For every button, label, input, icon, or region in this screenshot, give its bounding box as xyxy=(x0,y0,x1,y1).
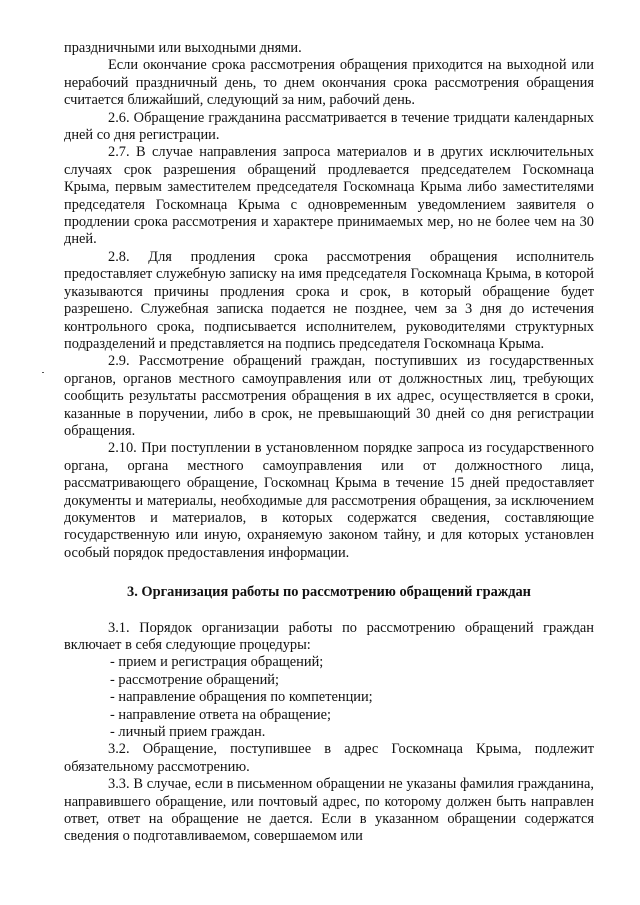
paragraph-2-9: 2.9. Рассмотрение обращений граждан, поступивших из государственных органов, органов местного самоуправления или от должностных лиц, требующих сообщить результаты рассмотрения обращения в их адрес, осуществляется в сроки, казанные в поручении, либо в срок, не превышающий 30 дней со дня регистрации обращения. xyxy=(64,353,594,439)
document-page xyxy=(64,40,594,846)
paragraph-2-7: 2.7. В случае направления запроса материалов и в других исключительных случаях срок разрешения обращений продлевается председателем Госкомнаца Крыма, первым заместителем председателя Госкомнаца Крыма либо заместителями председателя Госкомнаца Крыма с одновременным уведомлением заявителя о продлении срока рассмотрения и характере принимаемых мер, но не более чем на 30 дней. xyxy=(64,144,594,248)
paragraph-2-10: 2.10. При поступлении в установленном порядке запроса из государственного органа, органа местного самоуправления или от должностного лица, рассматривающего обращение, Госкомнац Крыма в течение 15 дней предоставляет документы и материалы, необходимые для рассмотрения обращения, за исключением документов и материалов, в которых содержатся сведения, составляющие государственную или иную, охраняемую законом тайну, и для которых установлен особый порядок предоставления информации. xyxy=(64,440,594,561)
list-item: - рассмотрение обращений; xyxy=(110,671,279,688)
scan-speck xyxy=(42,372,44,373)
section-heading: 3. Организация работы по рассмотрению обращений граждан xyxy=(127,584,531,601)
paragraph-3-2: 3.2. Обращение, поступившее в адрес Госкомнаца Крыма, подлежит обязательному рассмотрению. xyxy=(64,741,594,775)
list-item: - направление ответа на обращение; xyxy=(110,706,332,723)
list-item: - личный прием граждан. xyxy=(110,724,266,741)
paragraph-deadline-holiday: Если окончание срока рассмотрения обращения приходится на выходной или нерабочий праздничный день, то днем окончания срока рассмотрения обращения считается ближайший, следующий за ним, рабочий день. xyxy=(64,57,594,109)
paragraph-3-1: 3.1. Порядок организации работы по рассмотрению обращений граждан включает в себя следующие процедуры: xyxy=(64,619,594,653)
paragraph-continuation: праздничными или выходными днями. xyxy=(64,40,302,56)
paragraph-2-8: 2.8. Для продления срока рассмотрения обращения исполнитель предоставляет служебную записку на имя председателя Госкомнаца Крыма, в которой указываются причины продления срока и срок, в который обращение будет разрешено. Служебная записка подается не позднее, чем за 3 дня до истечения контрольного срока, подписывается исполнителем, руководителями структурных подразделений и представляется на подпись председателя Госкомнаца Крыма. xyxy=(64,248,594,352)
list-item: - направление обращения по компетенции; xyxy=(110,689,373,706)
paragraph-2-6: 2.6. Обращение гражданина рассматривается в течение тридцати календарных дней со дня регистрации. xyxy=(64,109,594,144)
list-item: - прием и регистрация обращений; xyxy=(110,654,324,671)
paragraph-3-3: 3.3. В случае, если в письменном обращении не указаны фамилия гражданина, направившего обращение, или почтовый адрес, по которому должен быть направлен ответ, ответ на обращение не дается. Если в указанном обращении содержатся сведения о подготавливаемом, совершаемом или xyxy=(64,776,594,845)
